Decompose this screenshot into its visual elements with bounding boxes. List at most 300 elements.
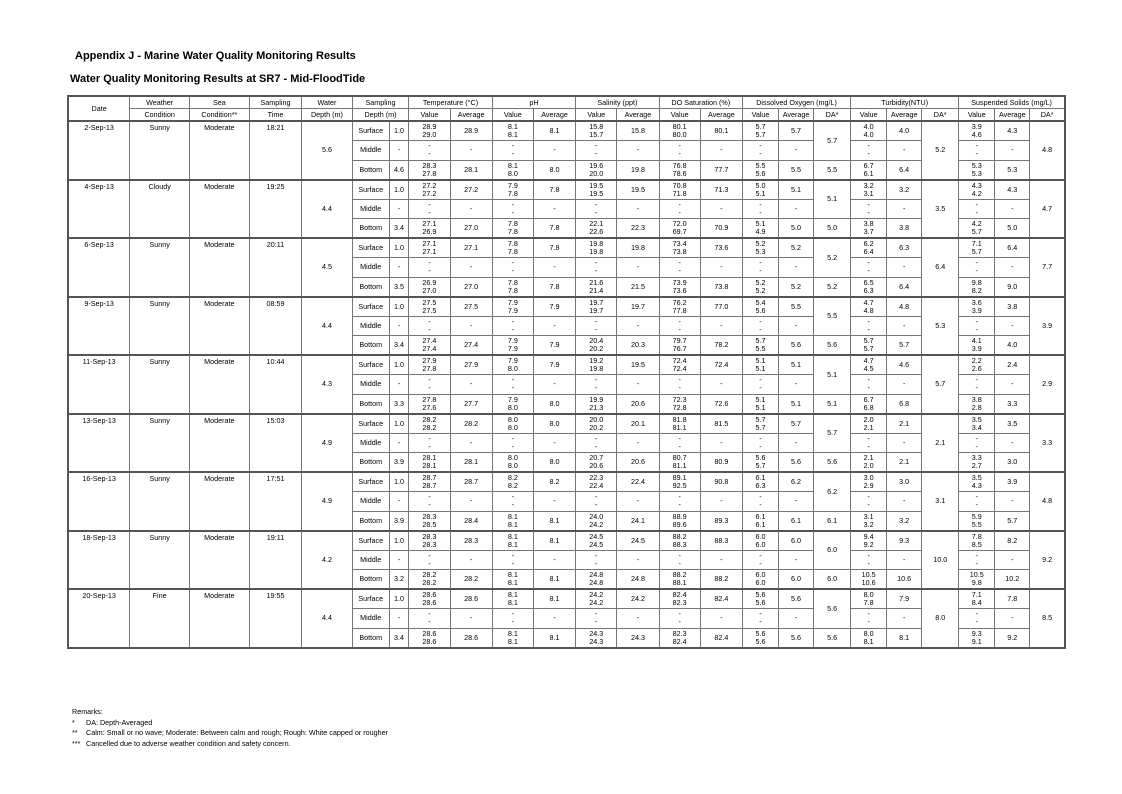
temperature-value-reading: 27.5: [422, 297, 437, 307]
turbidity-value-reading: -: [867, 207, 870, 217]
dissolved-oxygen-value-reading: 5.1: [755, 364, 766, 373]
sampling-time-cell: 15:03: [249, 414, 302, 473]
turbidity-value-reading: -: [867, 141, 870, 151]
salinity-value-reading: 20.0: [589, 168, 604, 178]
turbidity-average: -: [887, 316, 922, 336]
temperature-average: -: [450, 258, 492, 278]
header-sea-2: Condition**: [190, 109, 250, 122]
turbidity-value-reading: -: [867, 617, 870, 627]
turbidity-value-reading: 2.0: [863, 414, 874, 424]
do-saturation-value-reading: -: [678, 617, 681, 627]
temperature-value: [409, 238, 450, 258]
turbidity-value-reading: 9.4: [863, 531, 874, 541]
table-row: [68, 180, 1065, 200]
remark-text: Cancelled due to adverse weather condition and safety concern.: [86, 738, 291, 748]
dissolved-oxygen-value-reading: -: [759, 558, 762, 568]
turbidity-average: 6.3: [887, 238, 922, 258]
dissolved-oxygen-value-reading: 5.6: [755, 628, 766, 638]
ph-value-reading: -: [511, 316, 515, 326]
dissolved-oxygen-value-reading: 5.6: [755, 305, 766, 315]
suspended-solids-value: [959, 589, 995, 609]
salinity-average: 24.8: [617, 570, 659, 590]
do-saturation-value: [659, 609, 700, 629]
do-saturation-value-reading: 73.4: [672, 239, 687, 248]
do-saturation-value: [659, 160, 700, 180]
turbidity-value-reading: -: [867, 441, 870, 451]
temperature-value-reading: 28.2: [422, 422, 437, 432]
turbidity-value-reading: 3.8: [863, 219, 874, 228]
turbidity-value: [851, 375, 887, 395]
suspended-solids-average: 4.0: [995, 336, 1030, 356]
turbidity-value: [851, 355, 887, 375]
dissolved-oxygen-value: [742, 238, 778, 258]
ph-average: 8.0: [533, 453, 575, 473]
header-average-2: Average: [617, 109, 659, 122]
header-sampling-time: Sampling: [249, 96, 302, 109]
sea-condition-cell: Moderate: [190, 589, 250, 648]
salinity-value: [576, 219, 617, 239]
ph-value-reading: 7.9: [507, 356, 518, 365]
turbidity-average: -: [887, 199, 922, 219]
dissolved-oxygen-average: 6.0: [779, 570, 814, 590]
suspended-solids-da: 4.8: [1030, 472, 1065, 531]
do-saturation-value: [659, 219, 700, 239]
turbidity-da: 10.0: [922, 531, 959, 590]
ph-value-reading: -: [511, 609, 515, 619]
temperature-value-reading: -: [428, 316, 431, 326]
turbidity-value: [851, 511, 887, 531]
salinity-value-reading: 22.3: [589, 473, 604, 482]
weather-cell: Sunny: [130, 414, 190, 473]
sampling-level-cell: Bottom: [352, 453, 389, 473]
sampling-level-cell: Middle: [352, 492, 389, 512]
dissolved-oxygen-value: [742, 589, 778, 609]
turbidity-value: [851, 414, 887, 434]
dissolved-oxygen-value-reading: -: [759, 266, 762, 276]
temperature-value: [409, 375, 450, 395]
salinity-value-reading: -: [595, 207, 598, 217]
turbidity-value-reading: 3.2: [863, 180, 874, 190]
suspended-solids-value: [959, 375, 995, 395]
temperature-value-reading: 27.8: [422, 394, 437, 404]
dissolved-oxygen-average: 5.7: [779, 121, 814, 141]
dissolved-oxygen-value: [742, 297, 778, 317]
dissolved-oxygen-da-bottom: 6.1: [814, 511, 851, 531]
temperature-average: 27.0: [450, 277, 492, 297]
ph-value-reading: 7.9: [507, 394, 518, 404]
salinity-value: [576, 336, 617, 356]
temperature-average: 27.1: [450, 238, 492, 258]
dissolved-oxygen-average: 5.2: [779, 238, 814, 258]
sampling-level-cell: Bottom: [352, 160, 389, 180]
temperature-value-reading: -: [428, 500, 431, 510]
dissolved-oxygen-value-reading: 6.0: [755, 539, 766, 549]
salinity-average: 19.8: [617, 160, 659, 180]
dissolved-oxygen-value: [742, 121, 778, 141]
ph-average: -: [533, 550, 575, 570]
do-saturation-value: [659, 297, 700, 317]
turbidity-value: [851, 589, 887, 609]
ph-value: [492, 511, 533, 531]
do-saturation-value-reading: -: [678, 550, 681, 560]
date-cell: 18-Sep-13: [68, 531, 130, 590]
do-saturation-value: [659, 414, 700, 434]
do-saturation-value-reading: 73.6: [672, 285, 687, 295]
header-ph: pH: [492, 96, 575, 109]
header-sea: Sea: [190, 96, 250, 109]
turbidity-value: [851, 628, 887, 648]
ph-value-reading: -: [511, 500, 515, 510]
temperature-value-reading: -: [428, 492, 431, 502]
turbidity-da: 5.7: [922, 355, 959, 414]
ph-average: -: [533, 199, 575, 219]
turbidity-value: [851, 472, 887, 492]
ph-value: [492, 453, 533, 473]
weather-cell: Sunny: [130, 355, 190, 414]
dissolved-oxygen-da: 5.7: [814, 414, 851, 453]
do-saturation-value: [659, 238, 700, 258]
do-saturation-value-reading: 77.8: [672, 305, 687, 315]
do-saturation-value: [659, 141, 700, 161]
page-title: Appendix J - Marine Water Quality Monitoring Results: [75, 50, 356, 62]
ph-value-reading: 8.1: [507, 130, 518, 139]
suspended-solids-value: [959, 297, 995, 317]
dissolved-oxygen-da: 5.7: [814, 121, 851, 160]
ph-value-reading: 8.0: [507, 414, 518, 424]
dissolved-oxygen-value: [742, 453, 778, 473]
ph-value-reading: 7.9: [507, 297, 518, 307]
temperature-value: [409, 180, 450, 200]
turbidity-value-reading: 2.9: [863, 481, 874, 490]
do-saturation-average: 77.7: [700, 160, 742, 180]
turbidity-value: [851, 492, 887, 512]
weather-cell: Sunny: [130, 121, 190, 180]
turbidity-average: 6.4: [887, 277, 922, 297]
salinity-value: [576, 141, 617, 161]
dissolved-oxygen-average: 5.6: [779, 589, 814, 609]
dissolved-oxygen-value-reading: 5.6: [755, 590, 766, 599]
salinity-value-reading: 19.8: [589, 364, 604, 373]
temperature-value: [409, 297, 450, 317]
salinity-value-reading: -: [595, 383, 598, 393]
ph-value: [492, 180, 533, 200]
header-water-depth: Water: [302, 96, 352, 109]
sampling-level-cell: Middle: [352, 433, 389, 453]
turbidity-value: [851, 453, 887, 473]
temperature-value-reading: 26.9: [422, 277, 437, 287]
turbidity-average: 6.4: [887, 160, 922, 180]
do-saturation-average: 82.4: [700, 628, 742, 648]
dissolved-oxygen-average: -: [779, 550, 814, 570]
do-saturation-value: [659, 180, 700, 200]
temperature-value-reading: -: [428, 149, 431, 159]
salinity-average: 19.5: [617, 355, 659, 375]
sampling-depth-cell: 1.0: [389, 472, 409, 492]
header-value-4: Value: [742, 109, 778, 122]
turbidity-da: 5.2: [922, 121, 959, 180]
ph-value-reading: -: [511, 433, 515, 443]
temperature-value-reading: 28.2: [422, 570, 437, 579]
suspended-solids-value-reading: 3.9: [971, 344, 982, 353]
ph-average: 8.0: [533, 160, 575, 180]
temperature-value-reading: -: [428, 324, 431, 334]
ph-value: [492, 492, 533, 512]
dissolved-oxygen-value: [742, 355, 778, 375]
salinity-value-reading: 24.5: [589, 539, 604, 549]
suspended-solids-value-reading: 3.3: [971, 453, 982, 462]
salinity-value-reading: 20.0: [589, 414, 604, 424]
water-depth-cell: 4.3: [302, 355, 352, 414]
turbidity-value-reading: -: [867, 375, 870, 385]
salinity-value-reading: 19.2: [589, 356, 604, 365]
do-saturation-average: 73.6: [700, 238, 742, 258]
salinity-value: [576, 433, 617, 453]
water-depth-cell: 5.6: [302, 121, 352, 180]
salinity-average: 19.5: [617, 180, 659, 200]
do-saturation-value-reading: -: [678, 375, 681, 385]
salinity-value-reading: 19.8: [589, 247, 604, 256]
turbidity-value-reading: 10.5: [861, 570, 876, 579]
sampling-level-cell: Surface: [352, 472, 389, 492]
temperature-value: [409, 609, 450, 629]
suspended-solids-value-reading: 3.9: [971, 305, 982, 315]
do-saturation-value-reading: 72.3: [672, 394, 687, 404]
dissolved-oxygen-value-reading: 5.1: [755, 219, 766, 228]
suspended-solids-value-reading: 7.8: [971, 531, 982, 541]
suspended-solids-value-reading: 2.2: [971, 356, 982, 365]
ph-average: 8.1: [533, 570, 575, 590]
header-average-6: Average: [995, 109, 1030, 122]
temperature-value: [409, 160, 450, 180]
temperature-value-reading: 27.6: [422, 402, 437, 412]
turbidity-value-reading: -: [867, 500, 870, 510]
ph-value-reading: 8.0: [507, 422, 518, 432]
do-saturation-average: 70.9: [700, 219, 742, 239]
do-saturation-value-reading: -: [678, 266, 681, 276]
temperature-average: 27.9: [450, 355, 492, 375]
dissolved-oxygen-average: -: [779, 375, 814, 395]
salinity-value: [576, 511, 617, 531]
dissolved-oxygen-value-reading: 5.7: [755, 336, 766, 345]
temperature-average: -: [450, 316, 492, 336]
dissolved-oxygen-average: -: [779, 609, 814, 629]
dissolved-oxygen-value: [742, 219, 778, 239]
ph-value: [492, 414, 533, 434]
header-turbidity: Turbidity(NTU): [851, 96, 959, 109]
temperature-average: -: [450, 375, 492, 395]
salinity-average: 19.8: [617, 238, 659, 258]
suspended-solids-value-reading: 9.8: [971, 277, 982, 287]
turbidity-value-reading: 8.0: [863, 590, 874, 599]
suspended-solids-value-reading: 5.3: [971, 160, 982, 170]
ph-average: -: [533, 316, 575, 336]
ph-value-reading: 8.0: [507, 402, 518, 412]
salinity-average: -: [617, 375, 659, 395]
do-saturation-value: [659, 628, 700, 648]
suspended-solids-value: [959, 394, 995, 414]
do-saturation-value-reading: -: [678, 199, 681, 209]
turbidity-average: 2.1: [887, 414, 922, 434]
suspended-solids-average: -: [995, 492, 1030, 512]
do-saturation-value-reading: 88.9: [672, 511, 687, 521]
sampling-depth-cell: -: [389, 375, 409, 395]
ph-value-reading: 7.8: [507, 285, 518, 295]
dissolved-oxygen-value: [742, 492, 778, 512]
turbidity-value-reading: 3.1: [863, 511, 874, 521]
temperature-value-reading: -: [428, 141, 431, 151]
temperature-value: [409, 492, 450, 512]
dissolved-oxygen-value: [742, 472, 778, 492]
dissolved-oxygen-value-reading: -: [759, 500, 762, 510]
suspended-solids-value: [959, 141, 995, 161]
sampling-level-cell: Middle: [352, 609, 389, 629]
salinity-average: -: [617, 199, 659, 219]
ph-value-reading: 8.0: [507, 461, 518, 470]
dissolved-oxygen-da-bottom: 5.5: [814, 160, 851, 180]
dissolved-oxygen-value-reading: 5.2: [755, 277, 766, 287]
do-saturation-value: [659, 570, 700, 590]
turbidity-value-reading: 2.0: [863, 461, 874, 470]
ph-value-reading: -: [511, 383, 515, 393]
remarks-heading: Remarks:: [72, 707, 103, 716]
turbidity-value: [851, 121, 887, 141]
turbidity-average: 3.2: [887, 511, 922, 531]
ph-average: -: [533, 258, 575, 278]
temperature-value: [409, 336, 450, 356]
ph-value-reading: 7.8: [507, 239, 518, 248]
ph-value-reading: 8.1: [507, 511, 518, 521]
do-saturation-value-reading: -: [678, 207, 681, 217]
ph-value-reading: 8.1: [507, 160, 518, 170]
turbidity-average: 5.7: [887, 336, 922, 356]
ph-value-reading: 8.0: [507, 168, 518, 178]
turbidity-value-reading: -: [867, 258, 870, 268]
dissolved-oxygen-average: -: [779, 316, 814, 336]
header-dissolved-oxygen: Dissolved Oxygen (mg/L): [742, 96, 850, 109]
suspended-solids-average: -: [995, 141, 1030, 161]
do-saturation-average: 72.4: [700, 355, 742, 375]
sampling-time-cell: 20:11: [249, 238, 302, 297]
turbidity-value-reading: -: [867, 149, 870, 159]
turbidity-value: [851, 160, 887, 180]
suspended-solids-value-reading: 2.6: [971, 364, 982, 373]
table-row: [68, 414, 1065, 434]
do-saturation-value: [659, 316, 700, 336]
salinity-value-reading: -: [595, 609, 598, 619]
header-average-1: Average: [533, 109, 575, 122]
do-saturation-value-reading: 82.3: [672, 628, 687, 638]
salinity-value-reading: 24.3: [589, 636, 604, 646]
dissolved-oxygen-average: 5.1: [779, 355, 814, 375]
temperature-value-reading: -: [428, 258, 431, 268]
dissolved-oxygen-value-reading: -: [759, 324, 762, 334]
dissolved-oxygen-value-reading: 5.6: [755, 636, 766, 646]
sampling-depth-cell: 1.0: [389, 589, 409, 609]
ph-value: [492, 472, 533, 492]
turbidity-value-reading: 6.2: [863, 239, 874, 248]
suspended-solids-average: -: [995, 258, 1030, 278]
sampling-level-cell: Bottom: [352, 628, 389, 648]
header-value-3: Value: [659, 109, 700, 122]
suspended-solids-da: 7.7: [1030, 238, 1065, 297]
do-saturation-value-reading: 88.3: [672, 539, 687, 549]
sampling-depth-cell: -: [389, 258, 409, 278]
salinity-value-reading: -: [595, 550, 598, 560]
dissolved-oxygen-value: [742, 180, 778, 200]
dissolved-oxygen-value-reading: 6.1: [755, 519, 766, 529]
salinity-value-reading: 15.8: [589, 122, 604, 131]
dissolved-oxygen-average: -: [779, 433, 814, 453]
temperature-value-reading: -: [428, 433, 431, 443]
do-saturation-value-reading: 88.1: [672, 578, 687, 587]
temperature-value-reading: -: [428, 441, 431, 451]
suspended-solids-value: [959, 492, 995, 512]
temperature-average: 28.6: [450, 589, 492, 609]
ph-value-reading: 8.1: [507, 578, 518, 587]
sampling-depth-cell: 3.5: [389, 277, 409, 297]
do-saturation-value-reading: 80.7: [672, 453, 687, 462]
temperature-average: 27.2: [450, 180, 492, 200]
ph-value-reading: 7.9: [507, 344, 518, 353]
turbidity-average: -: [887, 258, 922, 278]
sampling-level-cell: Bottom: [352, 570, 389, 590]
temperature-value: [409, 511, 450, 531]
ph-value-reading: 8.1: [507, 539, 518, 549]
temperature-average: 27.7: [450, 394, 492, 414]
suspended-solids-value: [959, 160, 995, 180]
date-cell: 2-Sep-13: [68, 121, 130, 180]
dissolved-oxygen-value-reading: -: [759, 149, 762, 159]
suspended-solids-value-reading: -: [975, 324, 978, 334]
do-saturation-value-reading: 76.2: [672, 297, 687, 307]
dissolved-oxygen-value-reading: -: [759, 141, 762, 151]
suspended-solids-value: [959, 316, 995, 336]
do-saturation-average: 80.9: [700, 453, 742, 473]
temperature-value: [409, 433, 450, 453]
suspended-solids-value-reading: -: [975, 441, 978, 451]
temperature-value-reading: 27.4: [422, 336, 437, 345]
turbidity-average: 10.6: [887, 570, 922, 590]
ph-value-reading: -: [511, 258, 515, 268]
sampling-depth-cell: -: [389, 433, 409, 453]
temperature-value-reading: 27.8: [422, 364, 437, 373]
salinity-value-reading: 15.7: [589, 130, 604, 139]
do-saturation-value-reading: 79.7: [672, 336, 687, 345]
dissolved-oxygen-value: [742, 628, 778, 648]
dissolved-oxygen-value-reading: -: [759, 258, 762, 268]
salinity-value: [576, 238, 617, 258]
salinity-value-reading: -: [595, 492, 598, 502]
temperature-value-reading: 28.1: [422, 453, 437, 462]
ph-average: 7.9: [533, 355, 575, 375]
suspended-solids-value-reading: 4.2: [971, 219, 982, 228]
dissolved-oxygen-value-reading: 5.7: [755, 122, 766, 131]
suspended-solids-value: [959, 433, 995, 453]
ph-value-reading: 7.8: [507, 188, 518, 198]
temperature-value-reading: 28.6: [422, 598, 437, 607]
ph-value: [492, 141, 533, 161]
turbidity-value: [851, 141, 887, 161]
suspended-solids-value-reading: 5.9: [971, 511, 982, 521]
remark-mark: ***: [72, 738, 81, 748]
header-da-6: DA*: [1030, 109, 1065, 122]
dissolved-oxygen-value-reading: 5.5: [755, 160, 766, 170]
do-saturation-value-reading: -: [678, 383, 681, 393]
suspended-solids-average: 3.3: [995, 394, 1030, 414]
suspended-solids-value-reading: 9.3: [971, 628, 982, 638]
ph-value-reading: 8.1: [507, 598, 518, 607]
ph-value-reading: 8.1: [507, 636, 518, 646]
